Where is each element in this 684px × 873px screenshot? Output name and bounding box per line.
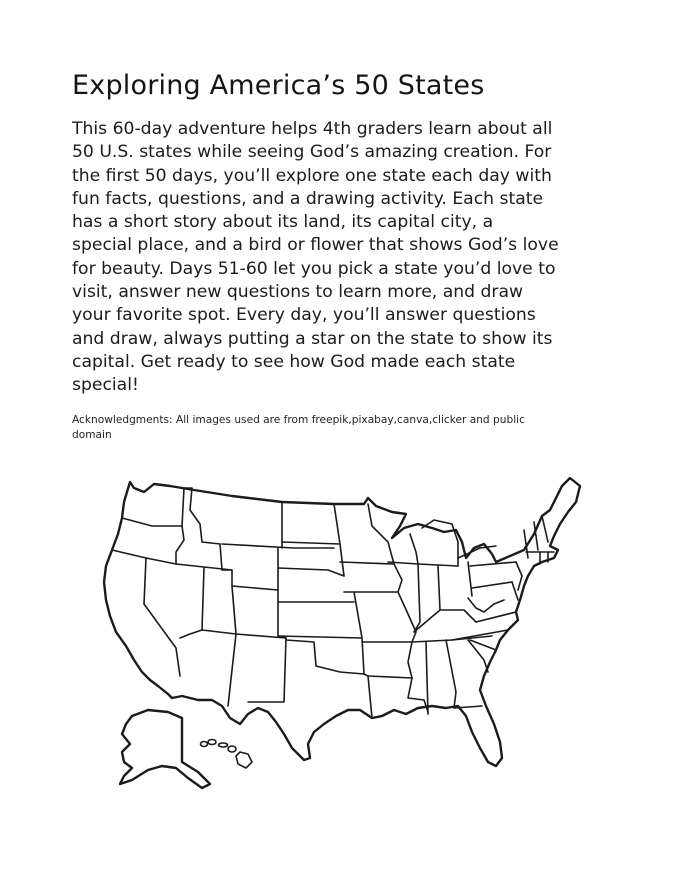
intro-line: the first 50 days, you’ll explore one state each day with	[72, 165, 552, 186]
intro-line: fun facts, questions, and a drawing activity. Each state	[72, 188, 544, 209]
intro-line: special place, and a bird or flower that shows God’s love	[72, 235, 559, 256]
intro-line: and draw, always putting a star on the state to show its	[72, 328, 553, 349]
acknowledgments-line: Acknowledgments: All images used are from freepik,pixabay,canva,clicker and public	[72, 414, 525, 426]
hawaii-island-molokai	[219, 743, 228, 747]
us-map-outline-svg	[72, 462, 612, 802]
acknowledgments-line: domain	[72, 429, 112, 441]
acknowledgments	[72, 413, 612, 443]
intro-line: capital. Get ready to see how God made each state	[72, 351, 516, 372]
us-states-map	[72, 462, 612, 802]
intro-line: for beauty. Days 51-60 let you pick a state you’d love to	[72, 258, 556, 279]
intro-line: special!	[72, 375, 139, 396]
intro-line: your favorite spot. Every day, you’ll answer questions	[72, 305, 536, 326]
hawaii-island-maui	[228, 746, 236, 752]
intro-line: This 60-day adventure helps 4th graders learn about all	[72, 119, 553, 139]
hawaii-island-big-island	[236, 752, 252, 768]
page-title: Exploring America’s 50 States	[72, 70, 485, 101]
intro-line: has a short story about its land, its capital city, a	[72, 212, 494, 233]
intro-paragraph	[72, 118, 612, 398]
intro-line: visit, answer new questions to learn more, and draw	[72, 282, 524, 303]
hawaii-island-kauai	[201, 742, 208, 747]
alaska-outline	[120, 710, 210, 788]
hawaii-island-oahu	[208, 740, 216, 745]
intro-line: 50 U.S. states while seeing God’s amazing creation. For	[72, 142, 552, 163]
